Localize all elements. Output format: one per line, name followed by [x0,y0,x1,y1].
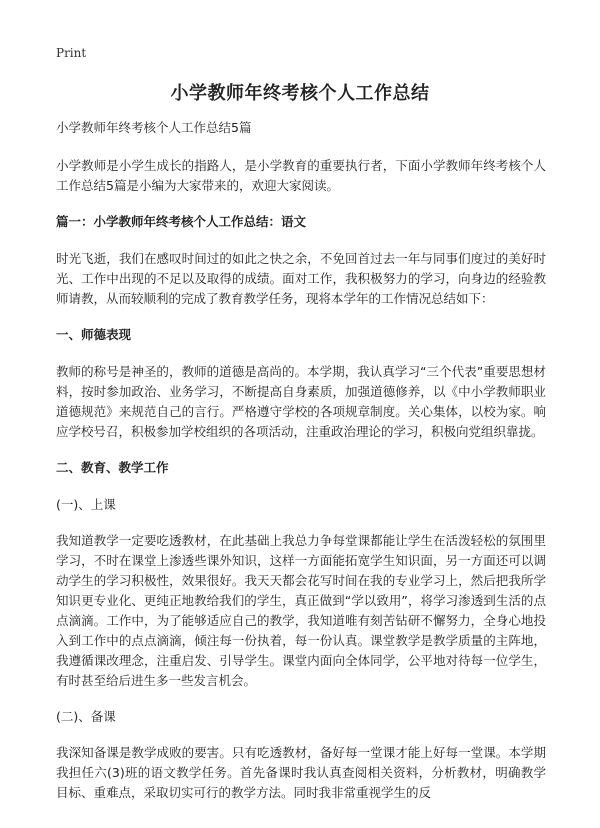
class-paragraph: 我知道教学一定要吃透教材，在此基础上我总力争每堂课都能让学生在活泼轻松的氛围里学习，不时在课堂上渗透些课外知识，这样一方面能拓宽学生知识面，另一方面还可以调动学生的学习积极性，效果很好。我天天都会花写时间在我的专业学习上，然后把我所学知识更专业化、更纯正地教给我们的学生，真正做到“学以致用”，将学习渗透到生活的点点滴滴。工作中，为了能够适应自己的教学，我知道唯有刻苦钻研不懈努力，全身心地投入到工作中的点点滴滴，倾注每一份执着，每一份认真。课堂教学是教学质量的主阵地，我遵循课改理念，注重启发、引导学生。课堂内面向全体同学，公平地对待每一位学生，有时甚至给后进生多一些发言机会。 [56,533,546,688]
prep-paragraph: 我深知备课是教学成败的要害。只有吃透教材，备好每一堂课才能上好每一堂课。本学期我担任六(3)班的语文教学任务。首先备课时我认真查阅相关资料，分析教材，明确教学目标、重难点，采取切实可行的教学方法。同时我非常重视学生的反 [56,745,546,800]
article-heading: 篇一：小学教师年终考核个人工作总结：语文 [56,214,307,229]
article-subtitle: 小学教师年终考核个人工作总结5篇 [56,120,252,135]
section-heading-teaching: 二、教育、教学工作 [56,460,169,475]
article-content [56,118,546,803]
opening-paragraph: 时光飞逝，我们在感叹时间过的如此之快之余，不免回首过去一年与同事们度过的美好时光、工作中出现的不足以及取得的成绩。面对工作，我积极努力的学习，向身边的经验教师请教，从而较顺利的完成了教育教学任务，现将本学年的工作情况总结如下： [56,251,546,306]
page-title: 小学教师年终考核个人工作总结 [170,83,430,104]
intro-paragraph: 小学教师是小学生成长的指路人，是小学教育的重要执行者，下面小学教师年终考核个人工作总结5篇是小编为大家带来的，欢迎大家阅读。 [56,158,546,193]
subsection-heading-prep: (二)、备课 [56,709,116,724]
section-heading-ethics: 一、师德表现 [56,327,132,342]
print-link[interactable]: Print [56,46,87,60]
subsection-heading-class: (一)、上课 [56,497,116,512]
ethics-paragraph: 教师的称号是神圣的，教师的道德是高尚的。本学期，我认真学习“三个代表”重要思想材料，按时参加政治、业务学习，不断提高自身素质，加强道德修养，以《中小学教师职业道德规范》来规范自己的言行。严格遵守学校的各项规章制度。关心集体，以校为家。响应学校号召，积极参加学校组织的各项活动，注重政治理论的学习，积极向党组织靠拢。 [56,364,546,439]
